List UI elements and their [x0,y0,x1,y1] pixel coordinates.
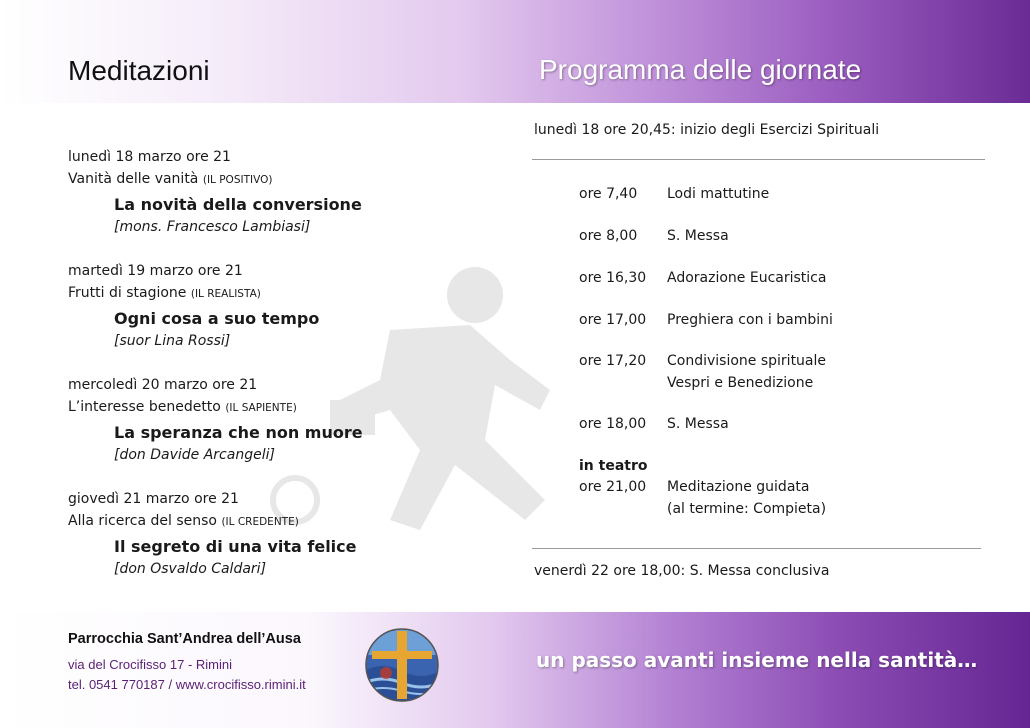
meditation-subtitle: Il segreto di una vita felice [114,537,357,556]
theme-role: (IL REALISTA) [190,288,261,300]
divider [532,159,985,160]
schedule-desc: Meditazione guidata [667,479,810,495]
schedule-time: ore 8,00 [579,228,638,244]
meditation-item [68,146,448,237]
meditation-theme [68,168,448,191]
meditation-theme [68,282,448,305]
theme-role: (IL CREDENTE) [221,516,299,528]
theme-title: L’interesse benedetto [68,399,221,415]
schedule-time: ore 18,00 [579,416,647,432]
meditation-author: [suor Lina Rossi] [114,333,231,349]
schedule-desc: Preghiera con i bambini [667,312,833,328]
theme-role: (IL POSITIVO) [202,174,273,186]
meditation-author: [mons. Francesco Lambiasi] [114,219,311,235]
parish-name: Parrocchia Sant’Andrea dell’Ausa [68,631,301,647]
schedule-time: ore 17,00 [579,312,647,328]
schedule-time: ore 16,30 [579,270,647,286]
theme-role: (IL SAPIENTE) [225,402,297,414]
meditation-author: [don Davide Arcangeli] [114,447,275,463]
schedule-desc: S. Messa [667,228,729,244]
meditation-item [68,488,448,579]
meditation-item [68,374,448,465]
schedule-heading: in teatro [579,458,648,474]
meditation-theme [68,396,448,419]
schedule-desc: S. Messa [667,416,729,432]
parish-contact: tel. 0541 770187 / www.crocifisso.rimini.it [68,677,306,692]
schedule-desc: Lodi mattutine [667,186,770,202]
program-intro: lunedì 18 ore 20,45: inizio degli Esercizi Spirituali [534,122,880,138]
meditation-subtitle: La speranza che non muore [114,423,363,442]
meditation-day: lunedì 18 marzo ore 21 [68,149,231,165]
meditation-author: [don Osvaldo Caldari] [114,561,267,577]
meditation-subtitle: Ogni cosa a suo tempo [114,309,320,328]
meditation-theme [68,510,448,533]
theme-title: Alla ricerca del senso [68,513,217,529]
meditation-subtitle: La novità della conversione [114,195,362,214]
meditation-day: mercoledì 20 marzo ore 21 [68,377,258,393]
schedule-desc-2: Vespri e Benedizione [667,375,814,391]
divider [532,548,981,549]
schedule-time: ore 21,00 [579,479,647,495]
motto-text: un passo avanti insieme nella santità… [536,648,978,672]
theme-title: Frutti di stagione [68,285,187,301]
program-closing: venerdì 22 ore 18,00: S. Messa conclusiva [534,563,830,579]
parish-cross-logo-icon [364,627,440,703]
header-band [0,0,1030,103]
schedule-desc-2: (al termine: Compieta) [667,501,827,517]
program-title: Programma delle giornate [539,54,862,85]
schedule-time: ore 17,20 [579,353,647,369]
schedule-time: ore 7,40 [579,186,638,202]
meditation-item [68,260,448,351]
parish-address: via del Crocifisso 17 - Rimini [68,657,232,672]
meditation-day: giovedì 21 marzo ore 21 [68,491,239,507]
meditations-title: Meditazioni [68,55,210,86]
schedule-desc: Condivisione spirituale [667,353,827,369]
schedule-desc: Adorazione Eucaristica [667,270,827,286]
meditation-day: martedì 19 marzo ore 21 [68,263,243,279]
theme-title: Vanità delle vanità [68,171,199,187]
